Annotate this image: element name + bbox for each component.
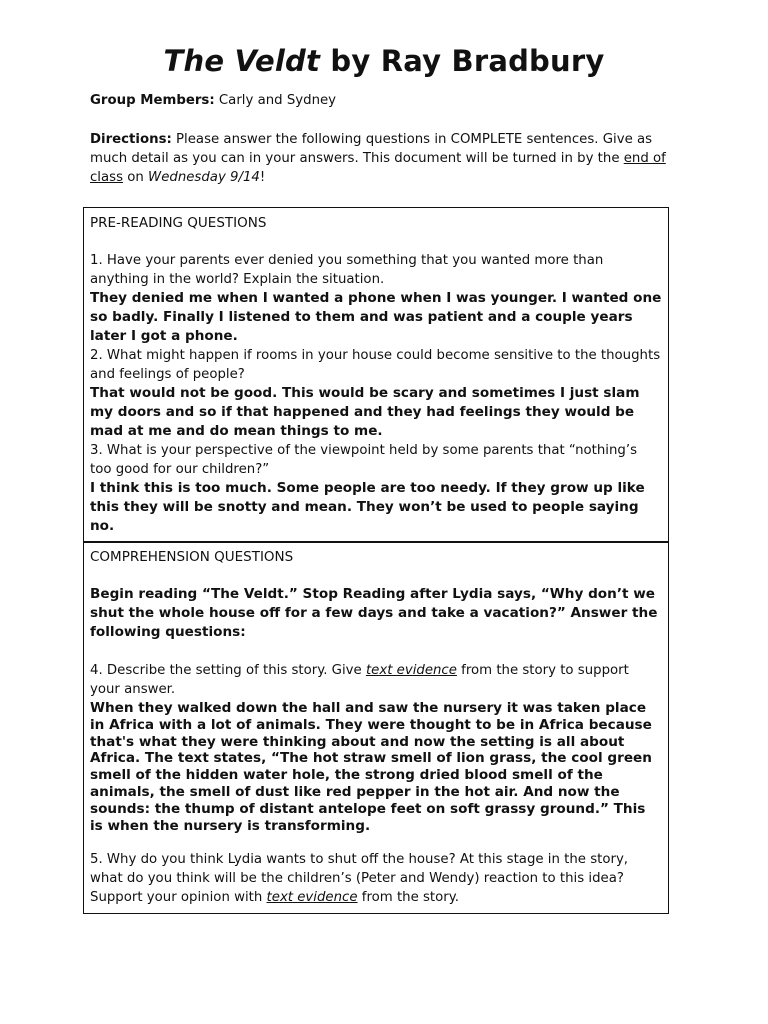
group-members <box>90 91 690 110</box>
directions-deadline: end of class <box>90 151 666 185</box>
directions-day: Wednesday 9/14 <box>148 170 260 185</box>
question-5-text: 5. Why do you think Lydia wants to shut off the house? At this stage in the story, what do you think will be the children’s (Peter and Wendy) reaction to this idea? Support your opinion with <box>90 852 629 905</box>
answer-3: I think this is too much. Some people are too needy. If they grow up like this they will be snotty and mean. They won’t be used to people saying no. <box>90 480 645 534</box>
comprehension-heading: COMPREHENSION QUESTIONS <box>90 549 294 565</box>
group-members-value: Carly and Sydney <box>214 93 337 108</box>
answer-2: That would not be good. This would be scary and sometimes I just slam my doors and so if that happened and they had feelings they would be mad at me and do mean things to me. <box>90 385 640 439</box>
title-work: The Veldt <box>163 44 321 78</box>
comprehension-section <box>83 541 669 914</box>
question-4-text-evidence: text evidence <box>365 663 457 678</box>
pre-reading-heading: PRE-READING QUESTIONS <box>90 215 267 231</box>
answer-4: When they walked down the hall and saw the nursery it was taken place in Africa with a lot of animals. They were thought to be in Africa because that's what they were thinking about and now the setting is all about Africa. The text states, “The hot straw smell of lion grass, the cool green smell of the hidden water hole, the strong dried blood smell of the animals, the smell of dust like red pepper in the hot air. And now the sounds: the thump of distant antelope feet on soft grassy ground.” This is when the nursery is transforming. <box>90 700 652 834</box>
title-author: by Ray Bradbury <box>320 44 605 78</box>
answer-1: They denied me when I wanted a phone when I was younger. I wanted one so badly. Finally I listened to them and was patient and a couple years later I got a phone. <box>90 290 662 344</box>
page-title <box>0 44 768 78</box>
directions-text: Please answer the following questions in COMPLETE sentences. Give as much detail as you can in your answers. This document will be turned in by the <box>90 132 653 166</box>
question-4-text: 4. Describe the setting of this story. Give <box>90 663 366 678</box>
question-3: 3. What is your perspective of the viewpoint held by some parents that “nothing’s too good for our children?” <box>90 443 638 477</box>
question-2: 2. What might happen if rooms in your house could become sensitive to the thoughts and feelings of people? <box>90 348 661 382</box>
group-members-label: Group Members: <box>90 93 215 108</box>
question-1: 1. Have your parents ever denied you something that you wanted more than anything in the world? Explain the situation. <box>90 253 604 287</box>
directions-label: Directions: <box>90 132 172 147</box>
directions-end: ! <box>259 170 266 185</box>
question-4-text-end: from the story to support your answer. <box>90 663 629 697</box>
directions <box>90 130 680 187</box>
directions-text-on: on <box>123 170 149 185</box>
reading-instruction: Begin reading “The Veldt.” Stop Reading after Lydia says, “Why don’t we shut the whole house off for a few days and take a vacation?” Answer the following questions: <box>90 586 658 640</box>
question-4 <box>90 661 662 699</box>
question-5-text-end: from the story. <box>357 890 459 905</box>
question-5-text-evidence: text evidence <box>266 890 358 905</box>
pre-reading-section <box>83 207 669 543</box>
question-5 <box>90 850 662 907</box>
